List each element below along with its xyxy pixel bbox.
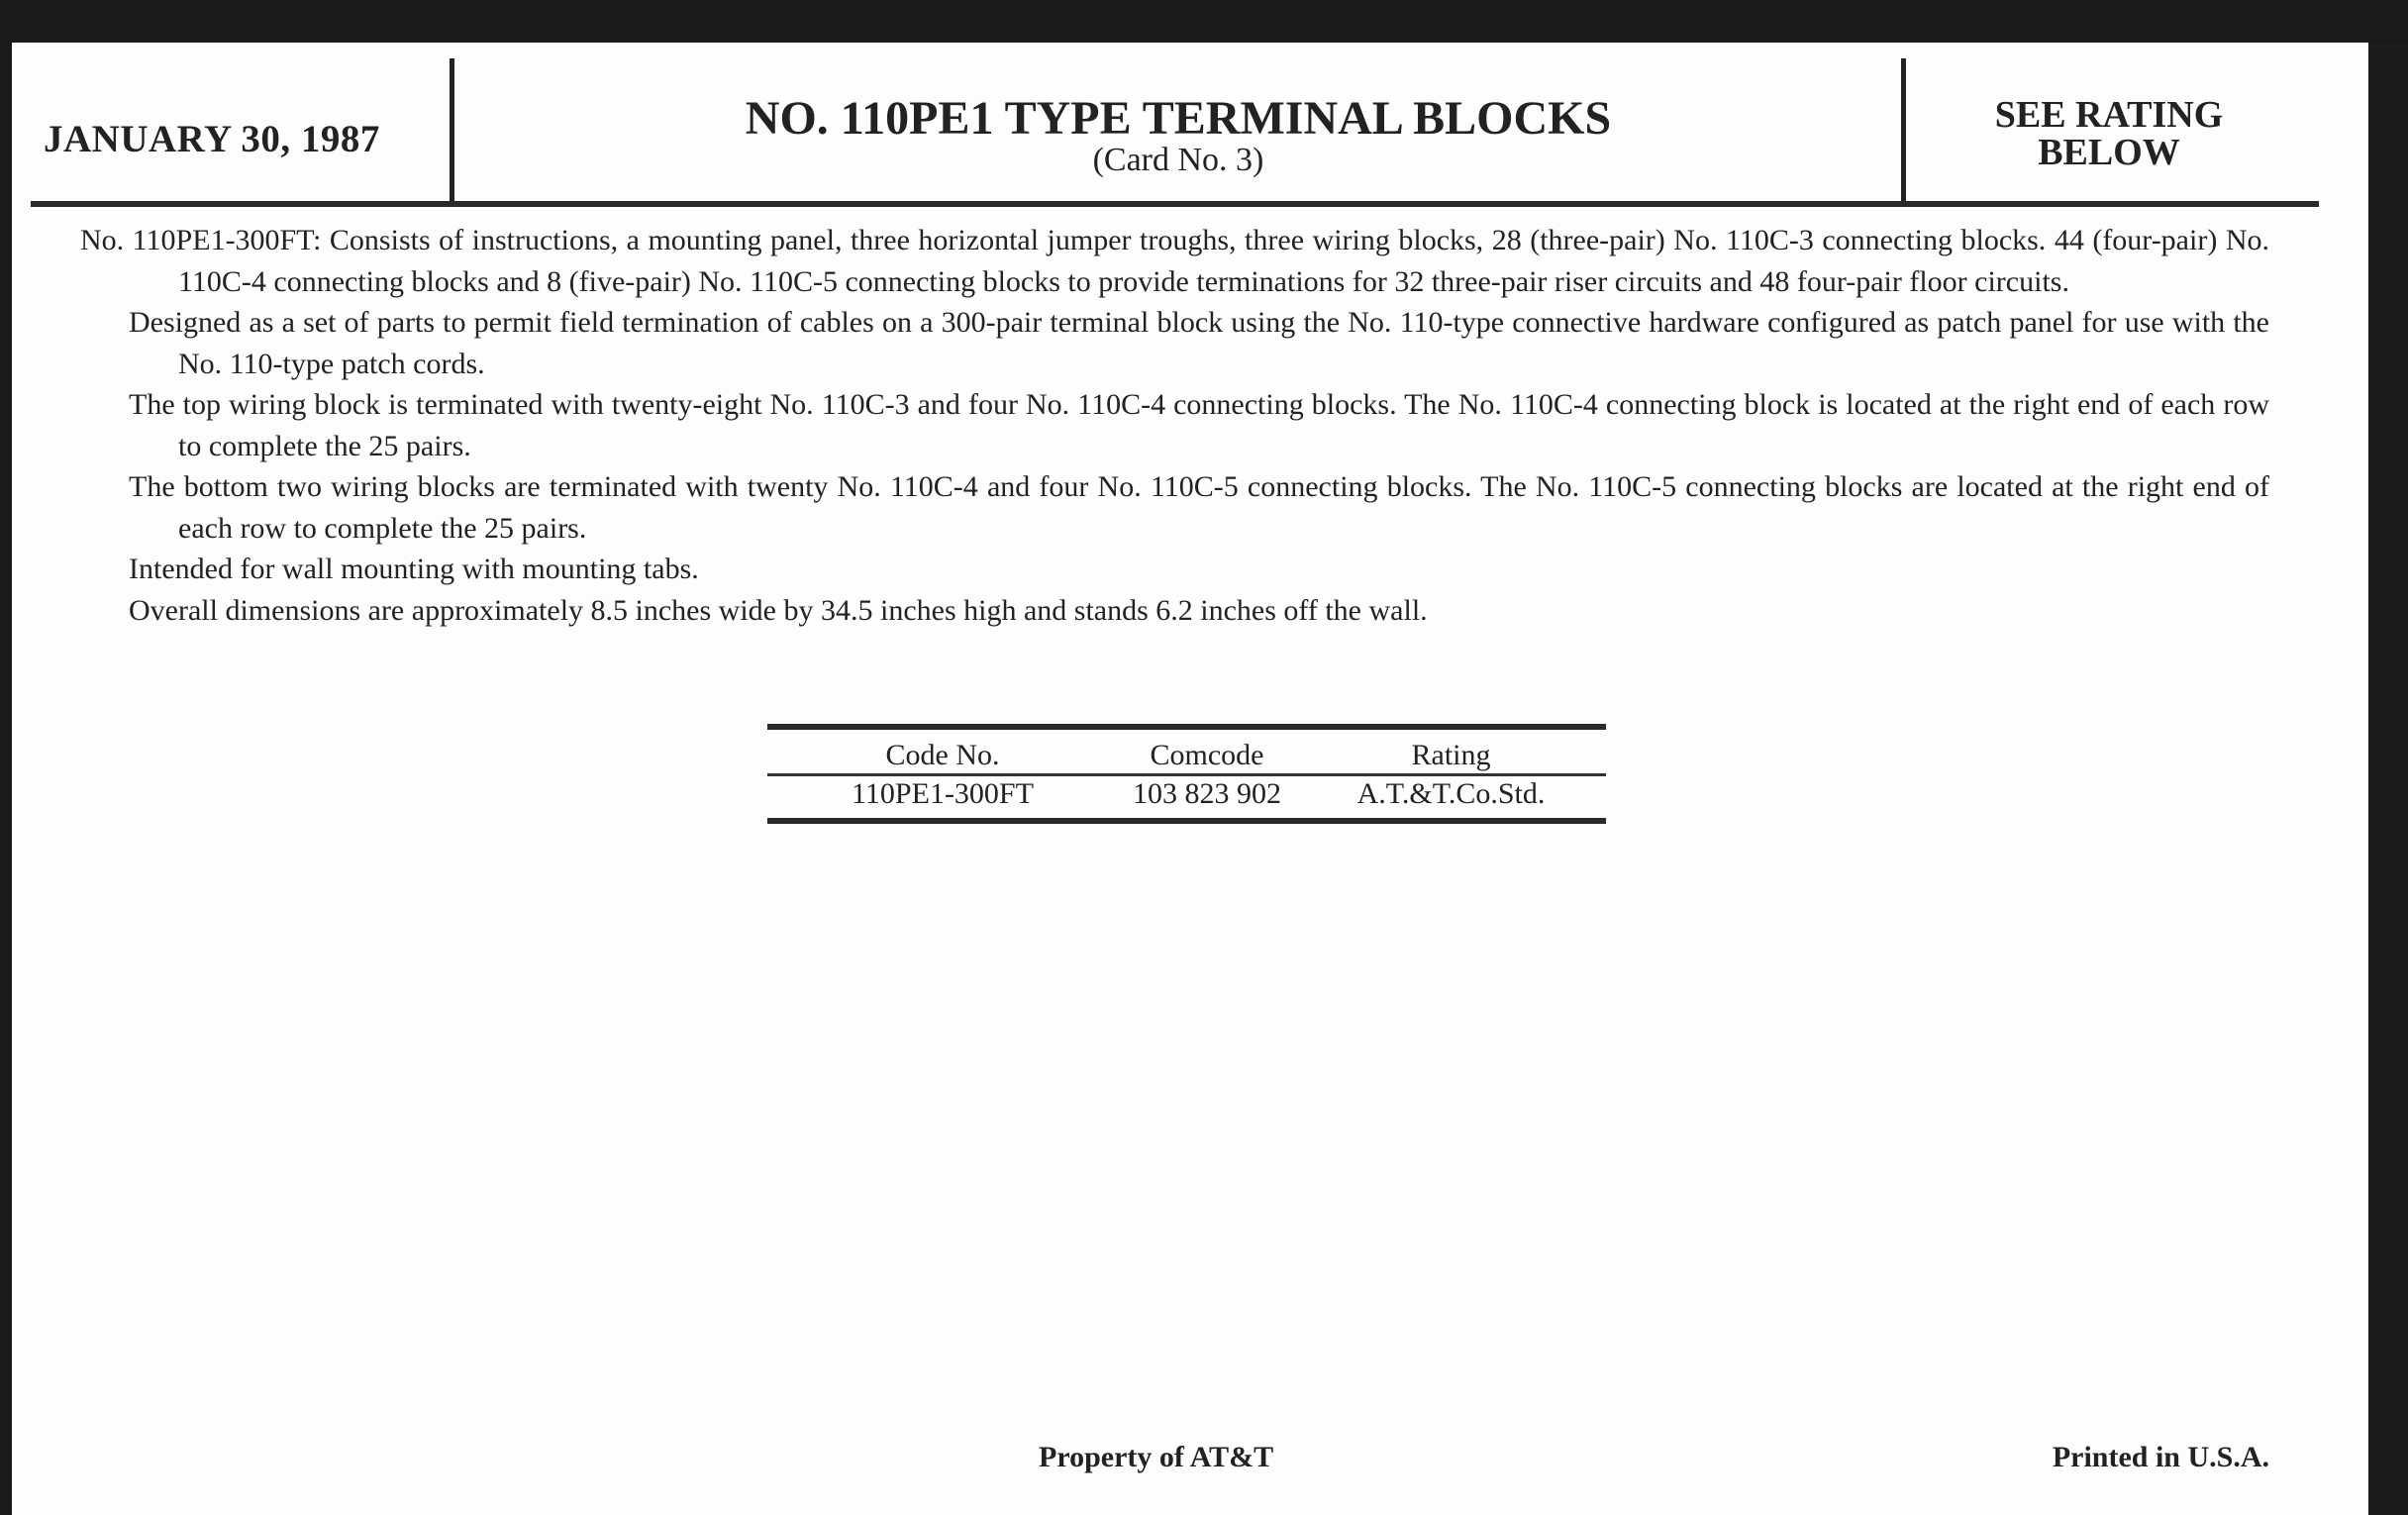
scan-edge [2368,43,2408,1515]
header-rule [31,201,2319,207]
cell-code-no: 110PE1-300FT [852,777,1034,810]
table-bottom-rule [767,818,1606,824]
table-row [767,776,1606,812]
paragraph-contents: No. 110PE1-300FT: Consists of instructions, a mounting panel, three horizontal jumper troughs, three wiring blocks, 28 (three-pair) No. 110C-3 connecting blocks. 44 (four-pair) No. 110C-4 connecting blocks and 8 (five-pair) No. 110C-5 connecting blocks to provide terminations for 32 three-pair riser circuits and 48 four-pair floor circuits. [80,224,2269,298]
document-date: JANUARY 30, 1987 [44,118,380,160]
cell-rating: A.T.&T.Co.Std. [1356,777,1546,810]
header-code-no: Code No. [885,739,1000,771]
document-subtitle: (Card No. 3) [1092,142,1264,178]
description-body [80,220,2269,631]
paragraph-dimensions: Overall dimensions are approximately 8.5 inches wide by 34.5 inches high and stands 6.2 inches off the wall. [129,593,1428,627]
rating-line-1: SEE RATING [1994,94,2224,136]
document-title: NO. 110PE1 TYPE TERMINAL BLOCKS [745,92,1612,145]
paragraph-mounting: Intended for wall mounting with mounting tabs. [129,553,699,585]
printed-note: Printed in U.S.A. [2052,1441,2269,1473]
rating-note [1911,96,2307,171]
code-table [767,724,1606,824]
header-divider-right [1901,58,1906,203]
header-rating: Rating [1411,739,1491,771]
paragraph-design: Designed as a set of parts to permit field termination of cables on a 300-pair terminal block using the No. 110-type connective hardware configured as patch panel for use with the No. 110-type patch cords. [129,306,2269,380]
header-divider-left [450,58,454,203]
paragraph-top-block: The top wiring block is terminated with twenty-eight No. 110C-3 and four No. 110C-4 connecting blocks. The No. 110C-4 connecting block is located at the right end of each row to complete the 25 pairs. [129,388,2269,462]
property-note: Property of AT&T [1039,1441,1274,1473]
table-header-row [767,738,1606,773]
table-top-rule [767,724,1606,730]
header-comcode: Comcode [1150,739,1264,771]
rating-line-2: BELOW [2038,132,2180,173]
paragraph-bottom-blocks: The bottom two wiring blocks are terminated with twenty No. 110C-4 and four No. 110C-5 connecting blocks. The No. 110C-5 connecting blocks are located at the right end of each row to complete the 25 pairs. [129,470,2269,545]
cell-comcode: 103 823 902 [1133,777,1281,810]
